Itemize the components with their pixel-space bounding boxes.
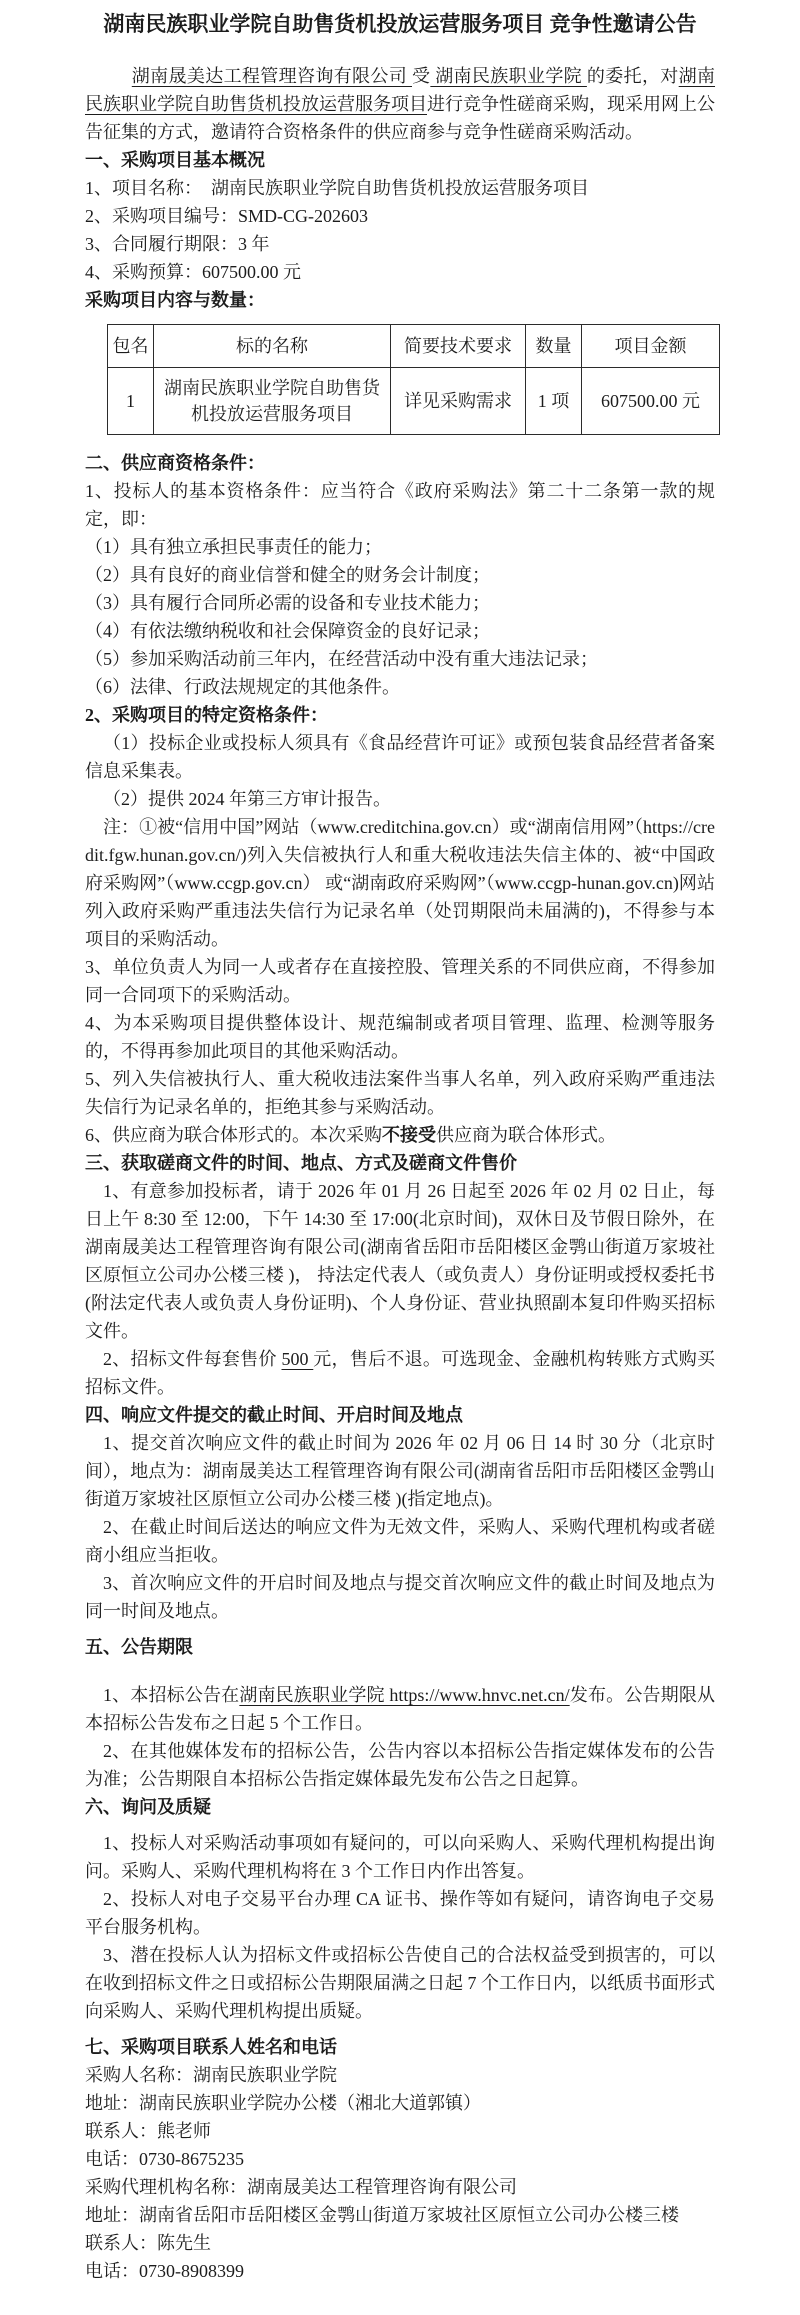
text-run: 1、投标人的基本资格条件：应当符合《政府采购法》第二十二条第一款的规定，即： [85, 481, 715, 529]
credit-note [85, 813, 715, 953]
agency-address [85, 2201, 715, 2229]
text-run: 2、采购项目编号：SMD-CG-202603 [85, 206, 369, 226]
text-run: 湖南民族职业学院 [430, 66, 587, 86]
page-title: 湖南民族职业学院自助售货机投放运营服务项目 竞争性邀请公告 [103, 12, 697, 36]
section-4-heading [85, 1401, 715, 1429]
table-caption [85, 286, 715, 314]
text-run: 4、为本采购项目提供整体设计、规范编制或者项目管理、监理、检测等服务的，不得再参加此项目的其他采购活动。 [85, 1013, 715, 1061]
table-cell: 607500.00 元 [582, 368, 720, 435]
response-deadline-item-1 [85, 1429, 715, 1513]
table-header-row [108, 325, 720, 368]
specific-qualification-item-2 [85, 785, 715, 813]
inquiry-item-3 [85, 1941, 715, 2025]
text-run: 2、投标人对电子交易平台办理 CA 证书、操作等如有疑问，请咨询电子交易平台服务机构。 [85, 1889, 715, 1937]
section-3-heading [85, 1149, 715, 1177]
agency-phone [85, 2257, 715, 2285]
text-run: 电话：0730-8908399 [85, 2261, 244, 2281]
table-header-cell: 项目金额 [582, 325, 720, 368]
text-run: 一、采购项目基本概况 [85, 150, 265, 170]
announcement-period-item-1 [85, 1681, 715, 1737]
text-run: 2、在其他媒体发布的招标公告，公告内容以本招标公告指定媒体发布的公告为准；公告期限自本招标公告指定媒体最先发布公告之日起算。 [85, 1741, 715, 1789]
text-run: 地址：湖南民族职业学院办公楼（湘北大道郭镇） [85, 2093, 481, 2113]
purchaser-name [85, 2061, 715, 2089]
text-run: 湖南民族职业学院自助售货机投放运营服务项目 [85, 66, 716, 114]
purchaser-phone [85, 2145, 715, 2173]
text-run: 1、投标人对采购活动事项如有疑问的，可以向采购人、采购代理机构提出询问。采购人、采购代理机构将在 3 个工作日内作出答复。 [85, 1833, 715, 1881]
text-run: 2、采购项目的特定资格条件： [85, 705, 328, 725]
text-run: 受 [411, 66, 431, 86]
document-body [85, 62, 715, 2285]
basic-qualification-item-5 [85, 645, 715, 673]
text-run: （6）法律、行政法规规定的其他条件。 [85, 677, 400, 697]
text-run: 5、列入失信被执行人、重大税收违法案件当事人名单，列入政府采购严重违法失信行为记录名单的，拒绝其参与采购活动。 [85, 1069, 715, 1117]
text-run: 1、提交首次响应文件的截止时间为 2026 年 02 月 06 日 14 时 30 分（北京时间），地点为：湖南晟美达工程管理咨询有限公司(湖南省岳阳市岳阳楼区金鹗山街道万家坡社区原恒立公司办公楼三楼 )(指定地点)。 [85, 1433, 715, 1509]
text-run: 500 [281, 1349, 314, 1369]
contract-term [85, 230, 715, 258]
text-run: 进行竞争性磋商采购，现采用网上公告征集的方式，邀请符合资格条件的供应商参与竞争性磋商采购活动。 [85, 94, 715, 142]
text-run: 的委托，对 [586, 66, 679, 86]
text-run: （5）参加采购活动前三年内，在经营活动中没有重大违法记录； [85, 649, 598, 669]
intro-paragraph [85, 62, 715, 146]
text-run: 湖南晟美达工程管理咨询有限公司 [131, 66, 412, 86]
text-run: 3、合同履行期限：3 年 [85, 234, 270, 254]
specific-qualification-heading [85, 701, 715, 729]
section-5-heading [85, 1633, 715, 1661]
text-run: 4、采购预算：607500.00 元 [85, 262, 301, 282]
project-number [85, 202, 715, 230]
text-run: 采购人名称：湖南民族职业学院 [85, 2065, 337, 2085]
section-6-heading [85, 1793, 715, 1821]
purchaser-address [85, 2089, 715, 2117]
text-run: 不接受 [382, 1125, 436, 1145]
text-run: 元，售后不退。可选现金、金融机构转账方式购买招标文件。 [85, 1349, 716, 1397]
announcement-period-item-2 [85, 1737, 715, 1793]
text-run: 七、采购项目联系人姓名和电话 [85, 2037, 337, 2057]
text-run: 3、单位负责人为同一人或者存在直接控股、管理关系的不同供应商，不得参加同一合同项下的采购活动。 [85, 957, 715, 1005]
table-cell: 1 项 [526, 368, 582, 435]
table-header-cell: 简要技术要求 [391, 325, 526, 368]
table-header-cell: 包名 [108, 325, 154, 368]
basic-qualification-item-2 [85, 561, 715, 589]
text-run: 五、公告期限 [85, 1637, 193, 1657]
table-cell: 湖南民族职业学院自助售货机投放运营服务项目 [154, 368, 391, 435]
budget [85, 258, 715, 286]
text-run: 采购代理机构名称：湖南晟美达工程管理咨询有限公司 [85, 2177, 517, 2197]
table-header-cell: 数量 [526, 325, 582, 368]
basic-qualification-item-3 [85, 589, 715, 617]
text-run: （1）投标企业或投标人须具有《食品经营许可证》或预包装食品经营者备案信息采集表。 [85, 733, 715, 781]
text-run: 2、在截止时间后送达的响应文件为无效文件，采购人、采购代理机构或者磋商小组应当拒收。 [85, 1517, 715, 1565]
supplier-rule-6 [85, 1121, 715, 1149]
document-obtain-item-1 [85, 1177, 715, 1345]
procurement-items-table [107, 324, 720, 435]
text-run: （3）具有履行合同所必需的设备和专业技术能力； [85, 593, 490, 613]
project-name [85, 174, 715, 202]
basic-qualification-intro [85, 477, 715, 533]
text-run: 四、响应文件提交的截止时间、开启时间及地点 [85, 1405, 463, 1425]
purchaser-contact [85, 2117, 715, 2145]
text-run: 注：①被“信用中国”网站（www.creditchina.gov.cn）或“湖南信用网”（https://credit.fgw.hunan.gov.cn/)列入失信被执行人和重大税收违法失信主体的、被“中国政府采购网”（www.ccgp.gov.cn） 或“湖南政府采购网”（www.ccgp-hunan.gov.cn)网站列入政府采购严重违法失信行为记录名单（处罚期限尚未届满的)，不得参与本项目的采购活动。 [85, 817, 715, 949]
section-1-heading [85, 146, 715, 174]
table-header-cell: 标的名称 [154, 325, 391, 368]
specific-qualification-item-1 [85, 729, 715, 785]
basic-qualification-item-1 [85, 533, 715, 561]
table-cell: 详见采购需求 [391, 368, 526, 435]
document-obtain-item-2 [85, 1345, 715, 1401]
text-run: 六、询问及质疑 [85, 1797, 211, 1817]
text-run: 发布。公告期限从本招标公告发布之日起 5 个工作日。 [85, 1685, 716, 1733]
text-run: 2、招标文件每套售价 [103, 1349, 282, 1369]
text-run: 联系人：熊老师 [85, 2121, 211, 2141]
supplier-rule-3 [85, 953, 715, 1009]
inquiry-item-2 [85, 1885, 715, 1941]
text-run: 3、首次响应文件的开启时间及地点与提交首次响应文件的截止时间及地点为同一时间及地点。 [85, 1573, 715, 1621]
supplier-rule-5 [85, 1065, 715, 1121]
supplier-rule-4 [85, 1009, 715, 1065]
text-run: 1、本招标公告在 [103, 1685, 240, 1705]
text-run: （2）提供 2024 年第三方审计报告。 [103, 789, 391, 809]
text-run: 3、潜在投标人认为招标文件或招标公告使自己的合法权益受到损害的，可以在收到招标文件之日或招标公告期限届满之日起 7 个工作日内，以纸质书面形式向采购人、采购代理机构提出质疑。 [85, 1945, 715, 2021]
text-run: 1、项目名称： 湖南民族职业学院自助售货机投放运营服务项目 [85, 178, 589, 198]
text-run: 6、供应商为联合体形式的。本次采购 [85, 1125, 382, 1145]
table-row [108, 368, 720, 435]
text-run: 三、获取磋商文件的时间、地点、方式及磋商文件售价 [85, 1153, 517, 1173]
basic-qualification-item-4 [85, 617, 715, 645]
response-deadline-item-2 [85, 1513, 715, 1569]
section-2-heading [85, 449, 715, 477]
section-7-heading [85, 2033, 715, 2061]
text-run: （4）有依法缴纳税收和社会保障资金的良好记录； [85, 621, 490, 641]
text-run: 采购项目内容与数量： [85, 290, 265, 310]
inquiry-item-1 [85, 1829, 715, 1885]
text-run: （2）具有良好的商业信誉和健全的财务会计制度； [85, 565, 490, 585]
announcement-site-link[interactable]: 湖南民族职业学院 https://www.hnvc.net.cn/ [239, 1685, 570, 1705]
agency-contact [85, 2229, 715, 2257]
text-run: 地址：湖南省岳阳市岳阳楼区金鹗山街道万家坡社区原恒立公司办公楼三楼 [85, 2205, 679, 2225]
text-run: 联系人：陈先生 [85, 2233, 211, 2253]
text-run: 电话：0730-8675235 [85, 2149, 244, 2169]
table-cell: 1 [108, 368, 154, 435]
agency-name [85, 2173, 715, 2201]
text-run: 1、有意参加投标者，请于 2026 年 01 月 26 日起至 2026 年 02 月 02 日止，每日上午 8:30 至 12:00，下午 14:30 至 17:00(北京时间)，双休日及节假日除外，在湖南晟美达工程管理咨询有限公司(湖南省岳阳市岳阳楼区金鹗山街道万家坡社区原恒立公司办公楼三楼 )， 持法定代表人（或负责人）身份证明或授权委托书(附法定代表人或负责人身份证明)、个人身份证、营业执照副本复印件购买招标文件。 [85, 1181, 715, 1341]
text-run: 供应商为联合体形式。 [436, 1125, 616, 1145]
basic-qualification-item-6 [85, 673, 715, 701]
response-deadline-item-3 [85, 1569, 715, 1625]
text-run: （1）具有独立承担民事责任的能力； [85, 537, 382, 557]
text-run: 二、供应商资格条件： [85, 453, 265, 473]
